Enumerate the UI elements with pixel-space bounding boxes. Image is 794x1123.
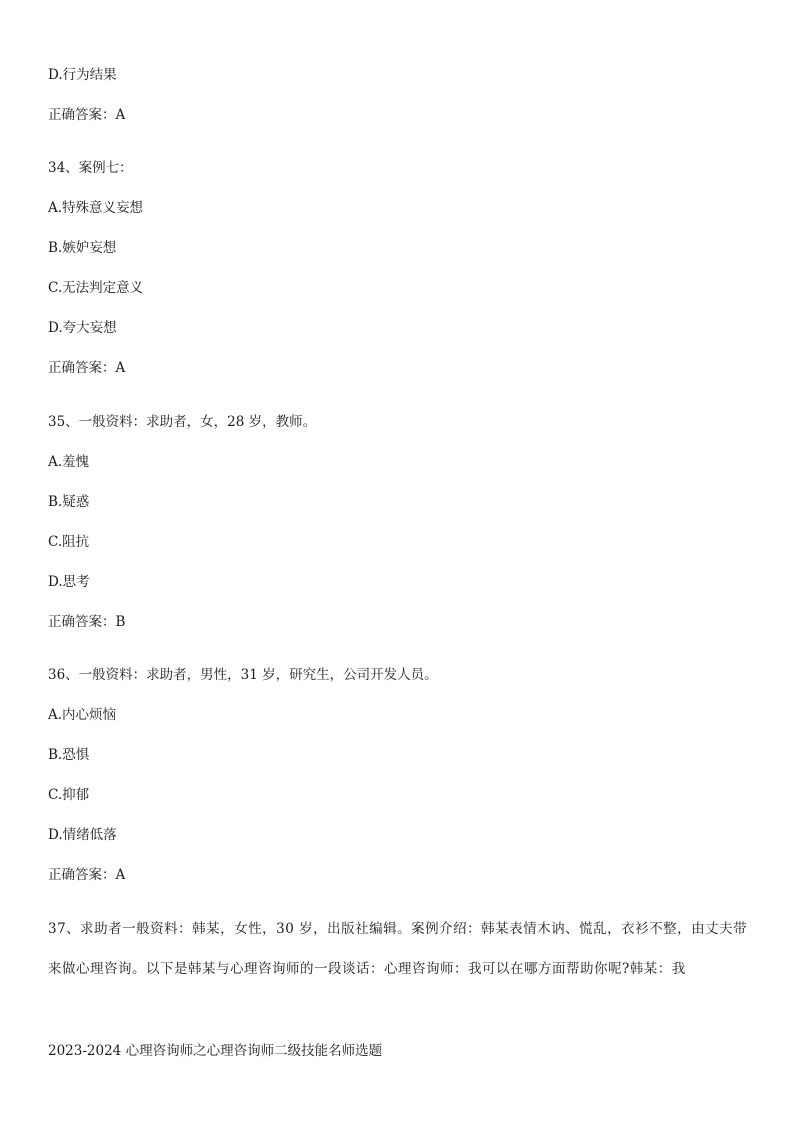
q35-option-b: B.疑惑 xyxy=(48,494,90,510)
q35-option-c: C.阻抗 xyxy=(48,534,90,550)
q33-option-d: D.行为结果 xyxy=(48,67,117,83)
q34-option-a: A.特殊意义妄想 xyxy=(48,200,144,216)
q35-option-d: D.思考 xyxy=(48,574,90,590)
q33-answer: 正确答案：A xyxy=(48,107,126,123)
q34-title: 34、案例七： xyxy=(48,160,133,176)
q34-option-b: B.嫉妒妄想 xyxy=(48,240,117,256)
footer-title: 2023-2024 心理咨询师之心理咨询师二级技能名师选题 xyxy=(48,1043,383,1059)
q35-answer: 正确答案：B xyxy=(48,614,126,630)
q35-option-a: A.羞愧 xyxy=(48,454,90,470)
q34-option-d: D.夸大妄想 xyxy=(48,320,117,336)
q36-option-b: B.恐惧 xyxy=(48,747,90,763)
q36-title: 36、一般资料：求助者，男性，31 岁，研究生，公司开发人员。 xyxy=(48,667,438,683)
q34-option-c: C.无法判定意义 xyxy=(48,280,144,296)
q36-option-a: A.内心烦恼 xyxy=(48,707,117,723)
q34-answer: 正确答案：A xyxy=(48,360,126,376)
q36-option-c: C.抑郁 xyxy=(48,787,90,803)
q36-answer: 正确答案：A xyxy=(48,867,126,883)
q37-text: 37、求助者一般资料：韩某，女性，30 岁，出版社编辑。案例介绍：韩某表情木讷、慌乱，衣衫不整，由丈夫带来做心理咨询。以下是韩某与心理咨询师的一段谈话：心理咨询师：我可以在哪方面帮助你呢?韩某：我 xyxy=(48,921,748,977)
q36-option-d: D.情绪低落 xyxy=(48,827,117,843)
q35-title: 35、一般资料：求助者，女，28 岁，教师。 xyxy=(48,414,317,430)
